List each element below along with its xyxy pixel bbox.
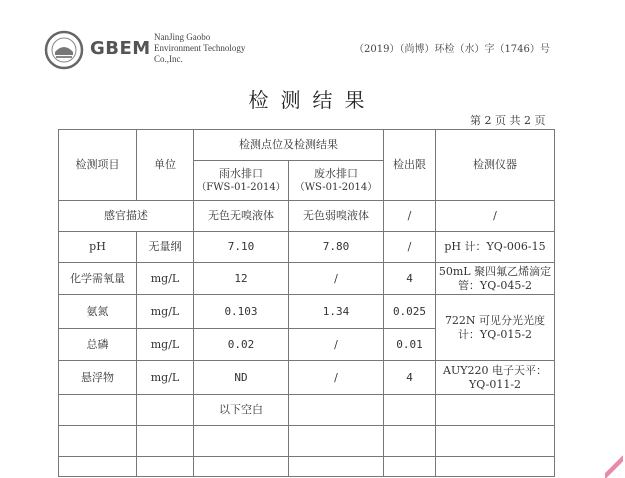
cell-empty bbox=[384, 426, 436, 457]
table-row bbox=[59, 295, 555, 329]
col-header-point2 bbox=[289, 161, 384, 201]
company-name-line: Co.,Inc. bbox=[154, 54, 183, 64]
cell-empty bbox=[59, 426, 137, 457]
cell-instrument: 50mL 聚四氟乙烯滴定管：YQ-045-2 bbox=[436, 263, 555, 295]
cell-item: 感官描述 bbox=[59, 201, 194, 232]
cell-p1: 7.10 bbox=[194, 232, 289, 263]
col-header-group: 检测点位及检测结果 bbox=[194, 130, 384, 161]
cell-limit: 0.025 bbox=[384, 295, 436, 329]
cell-p2: 7.80 bbox=[289, 232, 384, 263]
cell-limit: / bbox=[384, 232, 436, 263]
cell-unit: mg/L bbox=[137, 295, 194, 329]
cell-empty bbox=[59, 457, 137, 477]
cell-limit: 0.01 bbox=[384, 329, 436, 361]
cell-blank-note: 以下空白 bbox=[194, 395, 289, 426]
cell-empty bbox=[137, 426, 194, 457]
report-number: （2019）（尚博）环检（水）字（1746）号 bbox=[354, 44, 550, 55]
cell-instrument: 722N 可见分光光度计：YQ-015-2 bbox=[436, 295, 555, 361]
report-header bbox=[44, 30, 604, 74]
cell-empty bbox=[194, 426, 289, 457]
cell-limit: / bbox=[384, 201, 436, 232]
pen-mark bbox=[605, 454, 623, 478]
table-row-empty bbox=[59, 426, 555, 457]
cell-unit: 无量纲 bbox=[137, 232, 194, 263]
cell-empty bbox=[59, 395, 137, 426]
cell-instrument: pH 计：YQ-006-15 bbox=[436, 232, 555, 263]
cell-item: 化学需氧量 bbox=[59, 263, 137, 295]
point1-code: （FWS-01-2014） bbox=[196, 181, 286, 193]
point2-name: 废水排口 bbox=[314, 166, 358, 180]
company-name bbox=[154, 32, 245, 65]
cell-empty bbox=[384, 395, 436, 426]
cell-instrument: AUY220 电子天平：YQ-011-2 bbox=[436, 361, 555, 395]
cell-unit: mg/L bbox=[137, 361, 194, 395]
col-header-item: 检测项目 bbox=[59, 130, 137, 201]
col-header-point1 bbox=[194, 161, 289, 201]
cell-p2: / bbox=[289, 361, 384, 395]
cell-instrument: / bbox=[436, 201, 555, 232]
col-header-unit: 单位 bbox=[137, 130, 194, 201]
company-name-line: NanJing Gaobo bbox=[154, 32, 211, 42]
cell-unit: mg/L bbox=[137, 329, 194, 361]
company-logo-text: GBEM bbox=[90, 38, 151, 59]
cell-item: 总磷 bbox=[59, 329, 137, 361]
table-row-empty bbox=[59, 457, 555, 477]
table-row bbox=[59, 263, 555, 295]
col-header-instrument: 检测仪器 bbox=[436, 130, 555, 201]
cell-item: 氨氮 bbox=[59, 295, 137, 329]
cell-empty bbox=[137, 395, 194, 426]
cell-item: 悬浮物 bbox=[59, 361, 137, 395]
cell-p1: 0.103 bbox=[194, 295, 289, 329]
cell-p2: 1.34 bbox=[289, 295, 384, 329]
header-row bbox=[59, 130, 555, 161]
table-row-blank-note bbox=[59, 395, 555, 426]
cell-p1: ND bbox=[194, 361, 289, 395]
table-row bbox=[59, 232, 555, 263]
col-header-limit: 检出限 bbox=[384, 130, 436, 201]
page-number: 第 2 页 共 2 页 bbox=[470, 114, 546, 127]
cell-empty bbox=[289, 426, 384, 457]
cell-limit: 4 bbox=[384, 361, 436, 395]
cell-empty bbox=[289, 395, 384, 426]
cell-empty bbox=[436, 457, 555, 477]
point2-code: （WS-01-2014） bbox=[294, 181, 378, 193]
cell-p2: / bbox=[289, 329, 384, 361]
page-title: 检测结果 bbox=[248, 88, 377, 112]
table-row bbox=[59, 201, 555, 232]
cell-p1: 0.02 bbox=[194, 329, 289, 361]
cell-empty bbox=[289, 457, 384, 477]
cell-p2: / bbox=[289, 263, 384, 295]
cell-p1: 12 bbox=[194, 263, 289, 295]
cell-empty bbox=[436, 395, 555, 426]
cell-unit: mg/L bbox=[137, 263, 194, 295]
cell-limit: 4 bbox=[384, 263, 436, 295]
company-seal-icon bbox=[44, 30, 84, 70]
cell-empty bbox=[436, 426, 555, 457]
table-row bbox=[59, 361, 555, 395]
point1-name: 雨水排口 bbox=[219, 166, 263, 180]
cell-p2: 无色弱嗅液体 bbox=[289, 201, 384, 232]
company-name-line: Environment Technology bbox=[154, 43, 246, 53]
cell-p1: 无色无嗅液体 bbox=[194, 201, 289, 232]
cell-item: pH bbox=[59, 232, 137, 263]
cell-empty bbox=[137, 457, 194, 477]
cell-empty bbox=[194, 457, 289, 477]
cell-empty bbox=[384, 457, 436, 477]
results-table bbox=[58, 129, 555, 477]
